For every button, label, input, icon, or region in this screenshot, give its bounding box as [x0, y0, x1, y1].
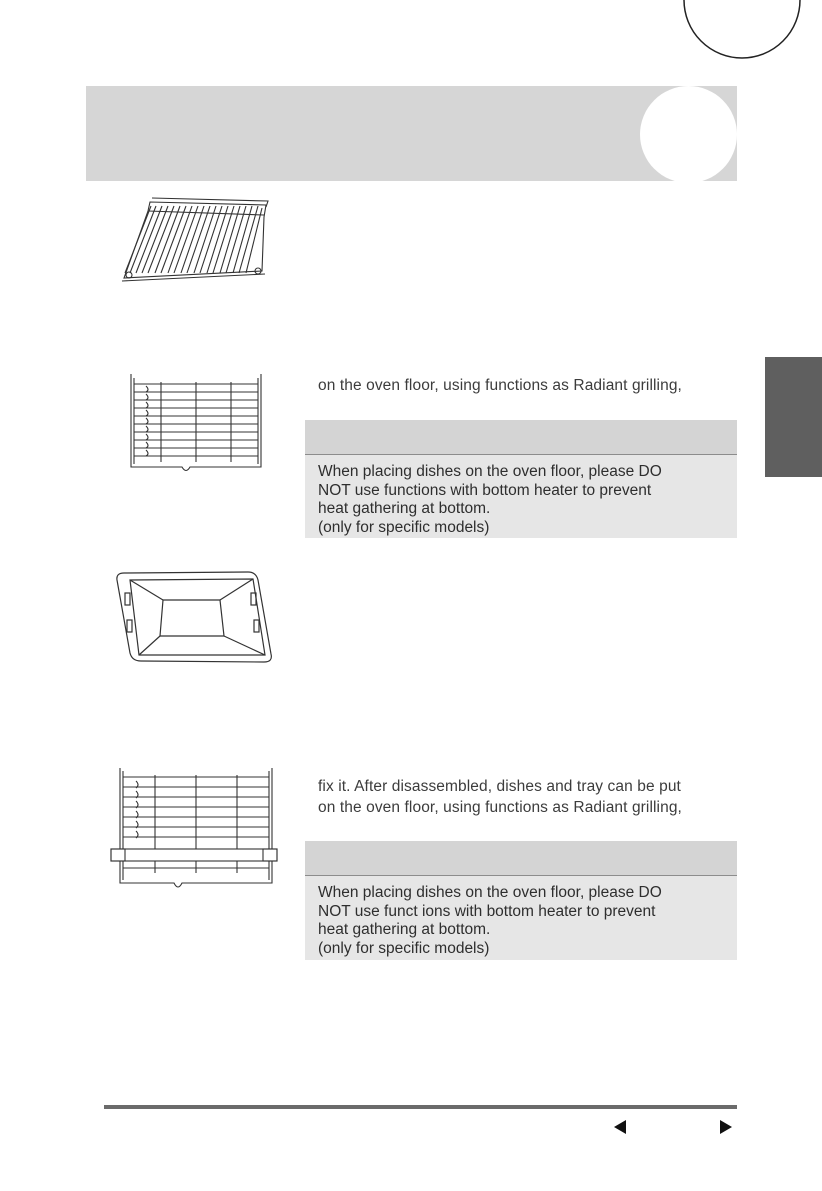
- footer-rule: [104, 1105, 737, 1109]
- note-line: (only for specific models): [318, 939, 490, 957]
- note-line: heat gathering at bottom.: [318, 500, 491, 517]
- note-line: When placing dishes on the oven floor, please DO: [318, 463, 662, 480]
- note-box-1: [305, 420, 737, 538]
- body-text-line: on the oven floor, using functions as Radiant grilling,: [318, 377, 682, 394]
- header-circle: [640, 86, 737, 181]
- corner-arc: [682, 0, 802, 60]
- note-header: [305, 420, 737, 455]
- note-line: NOT use funct ions with bottom heater to prevent: [318, 902, 656, 920]
- side-rack-with-bar-illustration: [108, 765, 280, 893]
- note-line: heat gathering at bottom.: [318, 921, 491, 938]
- note-header: [305, 841, 737, 876]
- wire-shelf-illustration: [112, 193, 274, 288]
- note-body: [305, 455, 737, 537]
- note-box-2: [305, 841, 737, 960]
- baking-tray-illustration: [108, 568, 275, 665]
- note-line: (only for specific models): [318, 518, 490, 536]
- triangle-left-icon[interactable]: [614, 1120, 626, 1134]
- note-line: NOT use functions with bottom heater to prevent: [318, 481, 652, 499]
- section-header-band: [86, 86, 737, 181]
- body-text-line: on the oven floor, using functions as Radiant grilling,: [318, 799, 682, 816]
- note-body: [305, 876, 737, 958]
- chapter-tab: [765, 357, 822, 477]
- body-text-line: fix it. After disassembled, dishes and tray can be put: [318, 778, 681, 795]
- note-line: When placing dishes on the oven floor, please DO: [318, 884, 662, 901]
- side-rack-illustration: [126, 372, 266, 480]
- triangle-right-icon[interactable]: [720, 1120, 732, 1134]
